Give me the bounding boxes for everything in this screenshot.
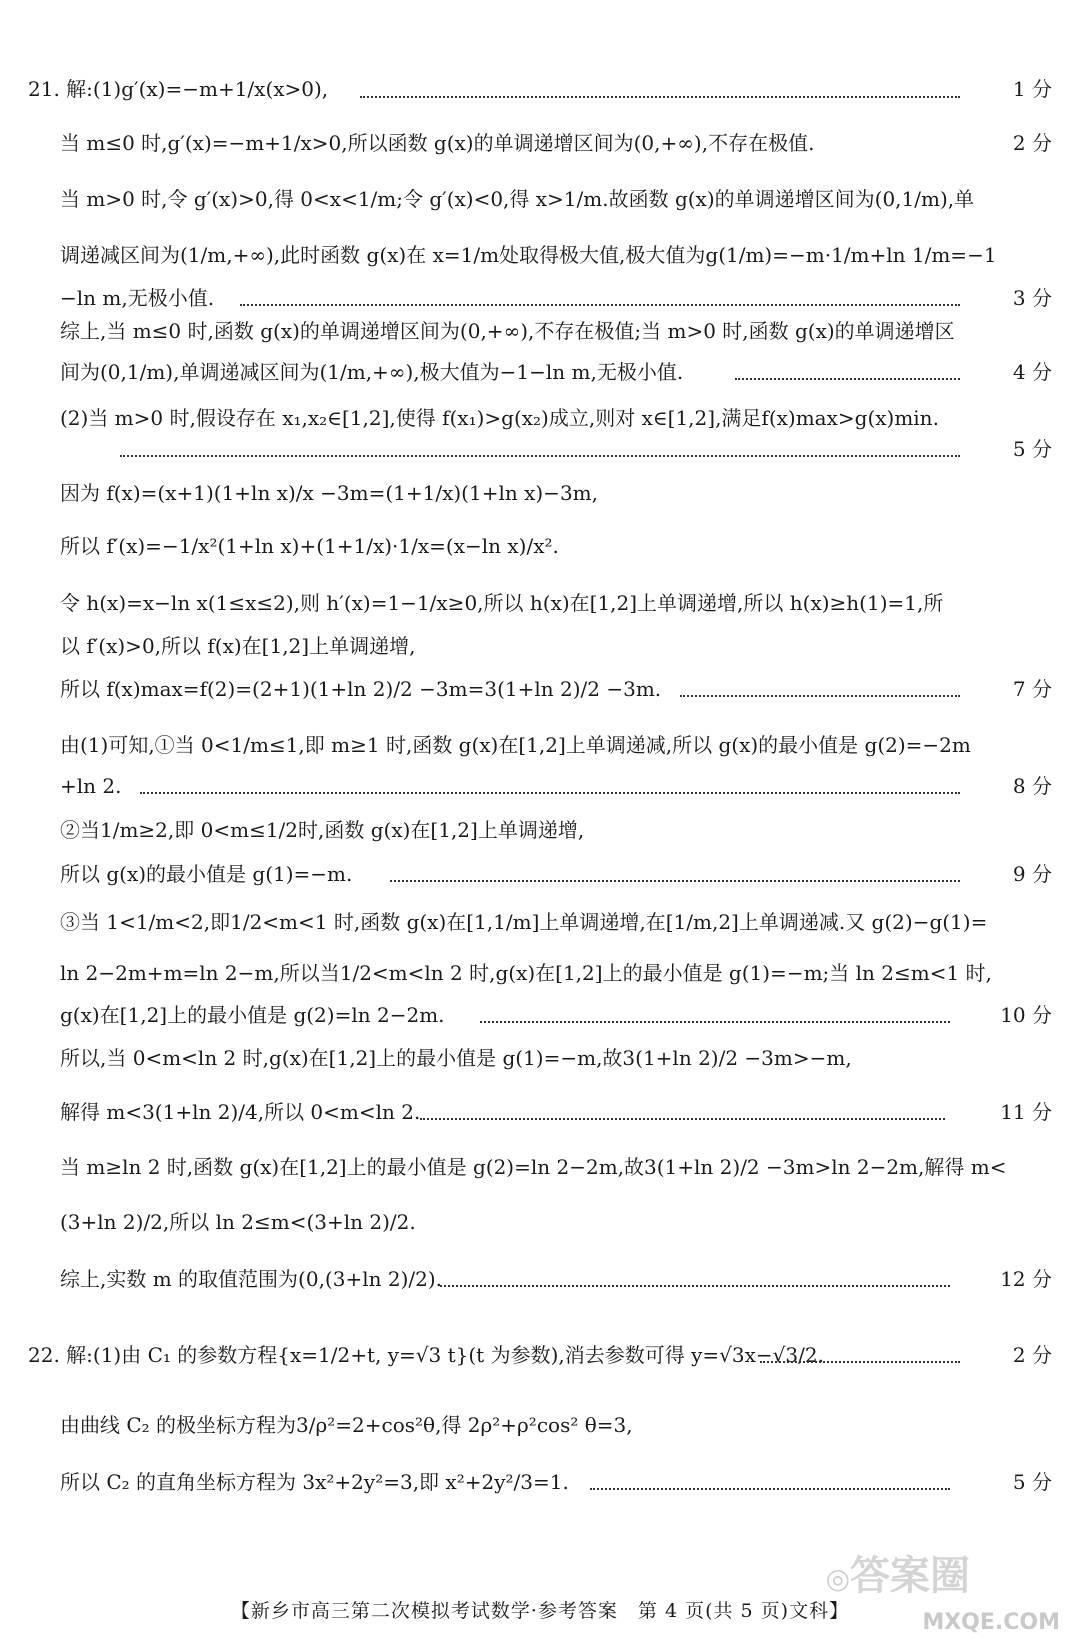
- line-20: g(x)在[1,2]上的最小值是 g(2)=ln 2−2m.: [60, 1003, 445, 1027]
- line-25: 综上,实数 m 的取值范围为(0,(3+ln 2)/2).: [60, 1267, 442, 1291]
- line-3: 调递减区间为(1/m,+∞),此时函数 g(x)在 x=1/m处取得极大值,极大值为g(1/m)=−m·1/m+ln 1/m=−1: [60, 243, 997, 267]
- score-1: 1 分: [1012, 77, 1052, 101]
- score-8: 8 分: [1012, 774, 1052, 798]
- watermark-logo: 答案圈: [850, 1553, 970, 1599]
- line-22: 解得 m<3(1+ln 2)/4,所以 0<m<ln 2.: [60, 1100, 421, 1124]
- line-2: 当 m>0 时,令 g′(x)>0,得 0<x<1/m;令 g′(x)<0,得 x>1/m.故函数 g(x)的单调递增区间为(0,1/m),单: [60, 187, 975, 211]
- score-12: 12 分: [1000, 1267, 1052, 1291]
- line-9: 因为 f(x)=(x+1)(1+ln x)/x −3m=(1+1/x)(1+ln x)−3m,: [60, 481, 598, 505]
- watermark-url: MXQE.COM: [922, 1610, 1060, 1635]
- line-15: +ln 2.: [60, 774, 122, 798]
- line-23: 当 m≥ln 2 时,函数 g(x)在[1,2]上的最小值是 g(2)=ln 2−2m,故3(1+ln 2)/2 −3m>ln 2−2m,解得 m<: [60, 1155, 1007, 1179]
- line-14: 由(1)可知,①当 0<1/m≤1,即 m≥1 时,函数 g(x)在[1,2]上单调递减,所以 g(x)的最小值是 g(2)=−2m: [60, 733, 971, 757]
- line-18: ③当 1<1/m<2,即1/2<m<1 时,函数 g(x)在[1,1/m]上单调递增,在[1/m,2]上单调递减.又 g(2)−g(1)=: [60, 910, 988, 934]
- score-10: 10 分: [1000, 1003, 1052, 1027]
- score-7: 7 分: [1012, 677, 1052, 701]
- line-7: (2)当 m>0 时,假设存在 x₁,x₂∈[1,2],使得 f(x₁)>g(x₂)成立,则对 x∈[1,2],满足f(x)max>g(x)min.: [60, 406, 939, 430]
- line-1: 当 m≤0 时,g′(x)=−m+1/x>0,所以函数 g(x)的单调递增区间为(0,+∞),不存在极值.: [60, 131, 815, 155]
- line-16: ②当1/m≥2,即 0<m≤1/2时,函数 g(x)在[1,2]上单调递增,: [60, 818, 585, 842]
- score-5: 5 分: [1012, 437, 1052, 461]
- line-21-start: 21. 解:(1)g′(x)=−m+1/x(x>0),: [28, 77, 329, 101]
- score-4: 4 分: [1012, 360, 1052, 384]
- line-27: 由曲线 C₂ 的极坐标方程为3/ρ²=2+cos²θ,得 2ρ²+ρ²cos² θ=3,: [60, 1413, 633, 1437]
- score-3: 3 分: [1012, 286, 1052, 310]
- line-19: ln 2−2m+m=ln 2−m,所以当1/2<m<ln 2 时,g(x)在[1,2]上的最小值是 g(1)=−m;当 ln 2≤m<1 时,: [60, 961, 992, 985]
- line-28: 所以 C₂ 的直角坐标方程为 3x²+2y²=3,即 x²+2y²/3=1.: [60, 1470, 569, 1494]
- line-21: 所以,当 0<m<ln 2 时,g(x)在[1,2]上的最小值是 g(1)=−m,故3(1+ln 2)/2 −3m>−m,: [60, 1046, 852, 1070]
- page-footer: 【新乡市高三第二次模拟考试数学·参考答案 第 4 页(共 5 页)文科】: [230, 1600, 850, 1622]
- line-12: 以 f′(x)>0,所以 f(x)在[1,2]上单调递增,: [60, 634, 416, 658]
- score-2: 2 分: [1012, 131, 1052, 155]
- score-22-5: 5 分: [1012, 1470, 1052, 1494]
- line-11: 令 h(x)=x−ln x(1≤x≤2),则 h′(x)=1−1/x≥0,所以 h(x)在[1,2]上单调递增,所以 h(x)≥h(1)=1,所: [60, 591, 944, 615]
- line-4: −ln m,无极小值.: [60, 286, 215, 310]
- score-11: 11 分: [1000, 1100, 1052, 1124]
- line-22-start: 22. 解:(1)由 C₁ 的参数方程{x=1/2+t, y=√3 t}(t 为参数),消去参数可得 y=√3x−√3/2.: [28, 1343, 824, 1367]
- score-22-2: 2 分: [1012, 1343, 1052, 1367]
- line-6: 间为(0,1/m),单调递减区间为(1/m,+∞),极大值为−1−ln m,无极小值.: [60, 360, 684, 384]
- line-5: 综上,当 m≤0 时,函数 g(x)的单调递增区间为(0,+∞),不存在极值;当 m>0 时,函数 g(x)的单调递增区: [60, 319, 955, 343]
- line-10: 所以 f′(x)=−1/x²(1+ln x)+(1+1/x)·1/x=(x−ln x)/x².: [60, 534, 559, 558]
- wechat-icon: ◎: [825, 1562, 850, 1595]
- line-24: (3+ln 2)/2,所以 ln 2≤m<(3+ln 2)/2.: [60, 1210, 416, 1234]
- score-9: 9 分: [1012, 862, 1052, 886]
- line-17: 所以 g(x)的最小值是 g(1)=−m.: [60, 862, 353, 886]
- line-13: 所以 f(x)max=f(2)=(2+1)(1+ln 2)/2 −3m=3(1+ln 2)/2 −3m.: [60, 677, 662, 701]
